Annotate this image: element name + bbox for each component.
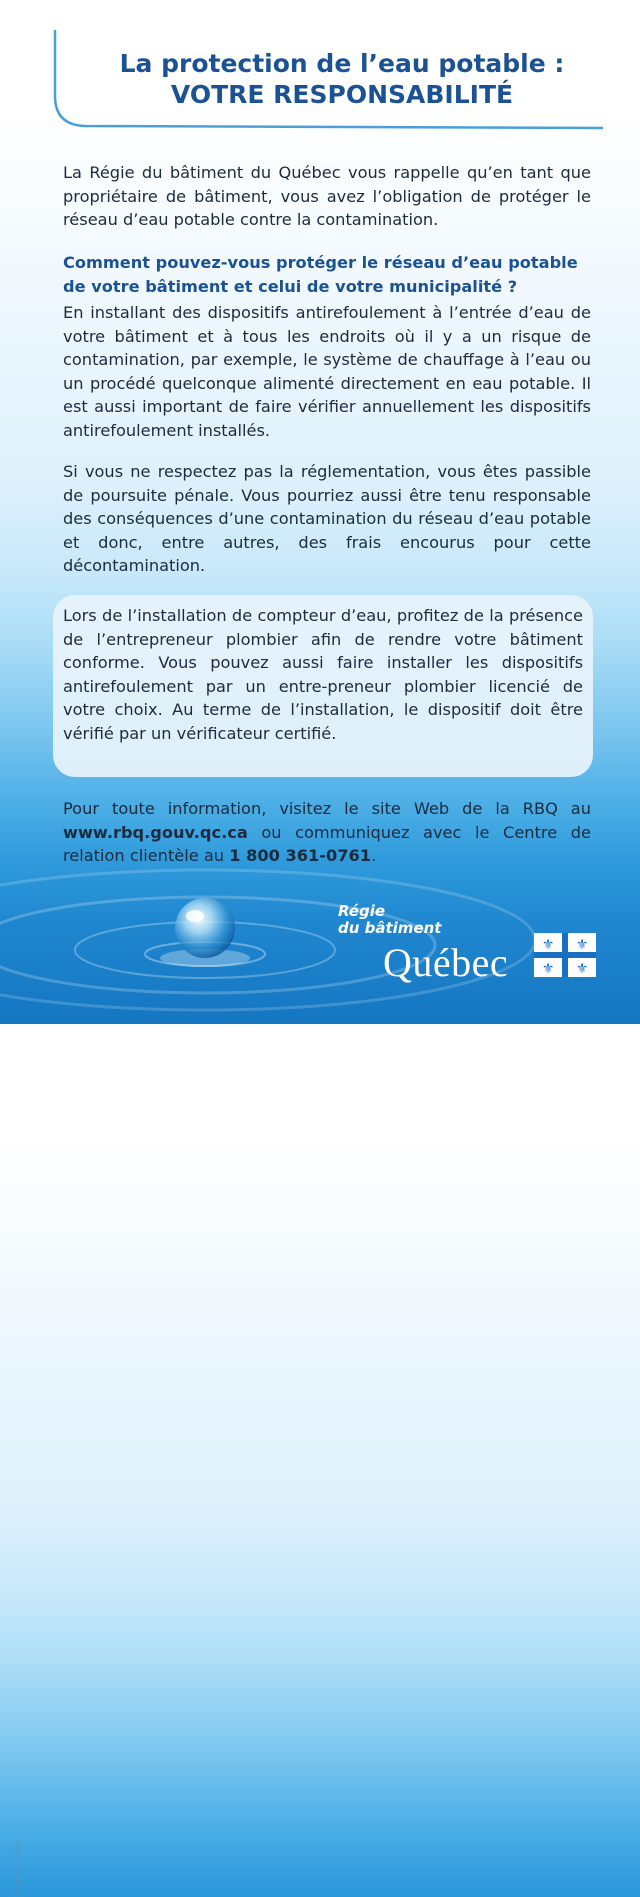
logo-line-1: Régie <box>338 902 386 920</box>
quebec-flag-icon <box>534 933 596 977</box>
contact-end: . <box>371 846 377 865</box>
contact-lead: Pour toute information, visitez le site Web de la RBQ au <box>63 799 591 818</box>
document-code <box>8 985 22 1897</box>
note-text: Lors de l’installation de compteur d’eau, profitez de la présence de l’entrepreneur plombier afin de rendre votre bâtiment conforme. Vous pouvez aussi faire installer les dispositifs antirefoulement par un entre-preneur plombier licencié de votre choix. Au terme de l’installation, le dispositif doit être vérifié par un vérificateur certifié. <box>63 606 583 743</box>
answer-text: En installant des dispositifs antirefoulement à l’entrée d’eau de votre bâtiment et à tous les endroits où il y a un risque de contamination, par exemple, le système de chauffage à l’eau ou un procédé quelconque alimenté directement en eau potable. Il est aussi important de faire vérifier annuellement les dispositifs antirefoulement installés. <box>63 303 591 440</box>
contact-paragraph <box>63 797 591 868</box>
phone-number[interactable]: 1 800 361-0761 <box>229 846 372 865</box>
question-heading <box>63 251 591 298</box>
svg-text:⚜: ⚜ <box>575 961 589 977</box>
svg-text:⚜: ⚜ <box>541 937 555 953</box>
title-line-2: VOTRE RESPONSABILITÉ <box>170 80 514 109</box>
rbq-logo-text <box>338 903 441 937</box>
quebec-wordmark: Québec <box>383 940 509 985</box>
website-link[interactable]: www.rbq.gouv.qc.ca <box>63 822 248 842</box>
document-code-text: 2374(2012-02) <box>14 1840 22 1897</box>
svg-text:⚜: ⚜ <box>541 961 555 977</box>
title-banner <box>47 26 607 130</box>
page-title <box>77 48 607 110</box>
svg-text:⚜: ⚜ <box>575 937 589 953</box>
answer-paragraph <box>63 301 591 442</box>
logo-line-2: du bâtiment <box>338 919 442 937</box>
intro-text: La Régie du bâtiment du Québec vous rappelle qu’en tant que propriétaire de bâtiment, vous avez l’obligation de protéger le réseau d’eau potable contre la contamination. <box>63 163 591 229</box>
penalty-paragraph <box>63 460 591 578</box>
intro-paragraph <box>63 161 591 232</box>
question-text: Comment pouvez-vous protéger le réseau d’eau potable de votre bâtiment et celui de votre municipalité ? <box>63 253 578 296</box>
title-line-1: La protection de l’eau potable : <box>119 49 565 78</box>
water-drop-icon <box>150 880 260 990</box>
note-paragraph <box>63 604 583 745</box>
contact-middle: ou communiquez avec le Centre de relation clientèle au <box>63 822 591 865</box>
penalty-text: Si vous ne respectez pas la réglementation, vous êtes passible de poursuite pénale. Vous pourriez aussi être tenu responsable des conséquences d’une contamination du réseau d’eau potable et donc, entre autres, des frais encourus pour cette décontamination. <box>63 462 591 575</box>
